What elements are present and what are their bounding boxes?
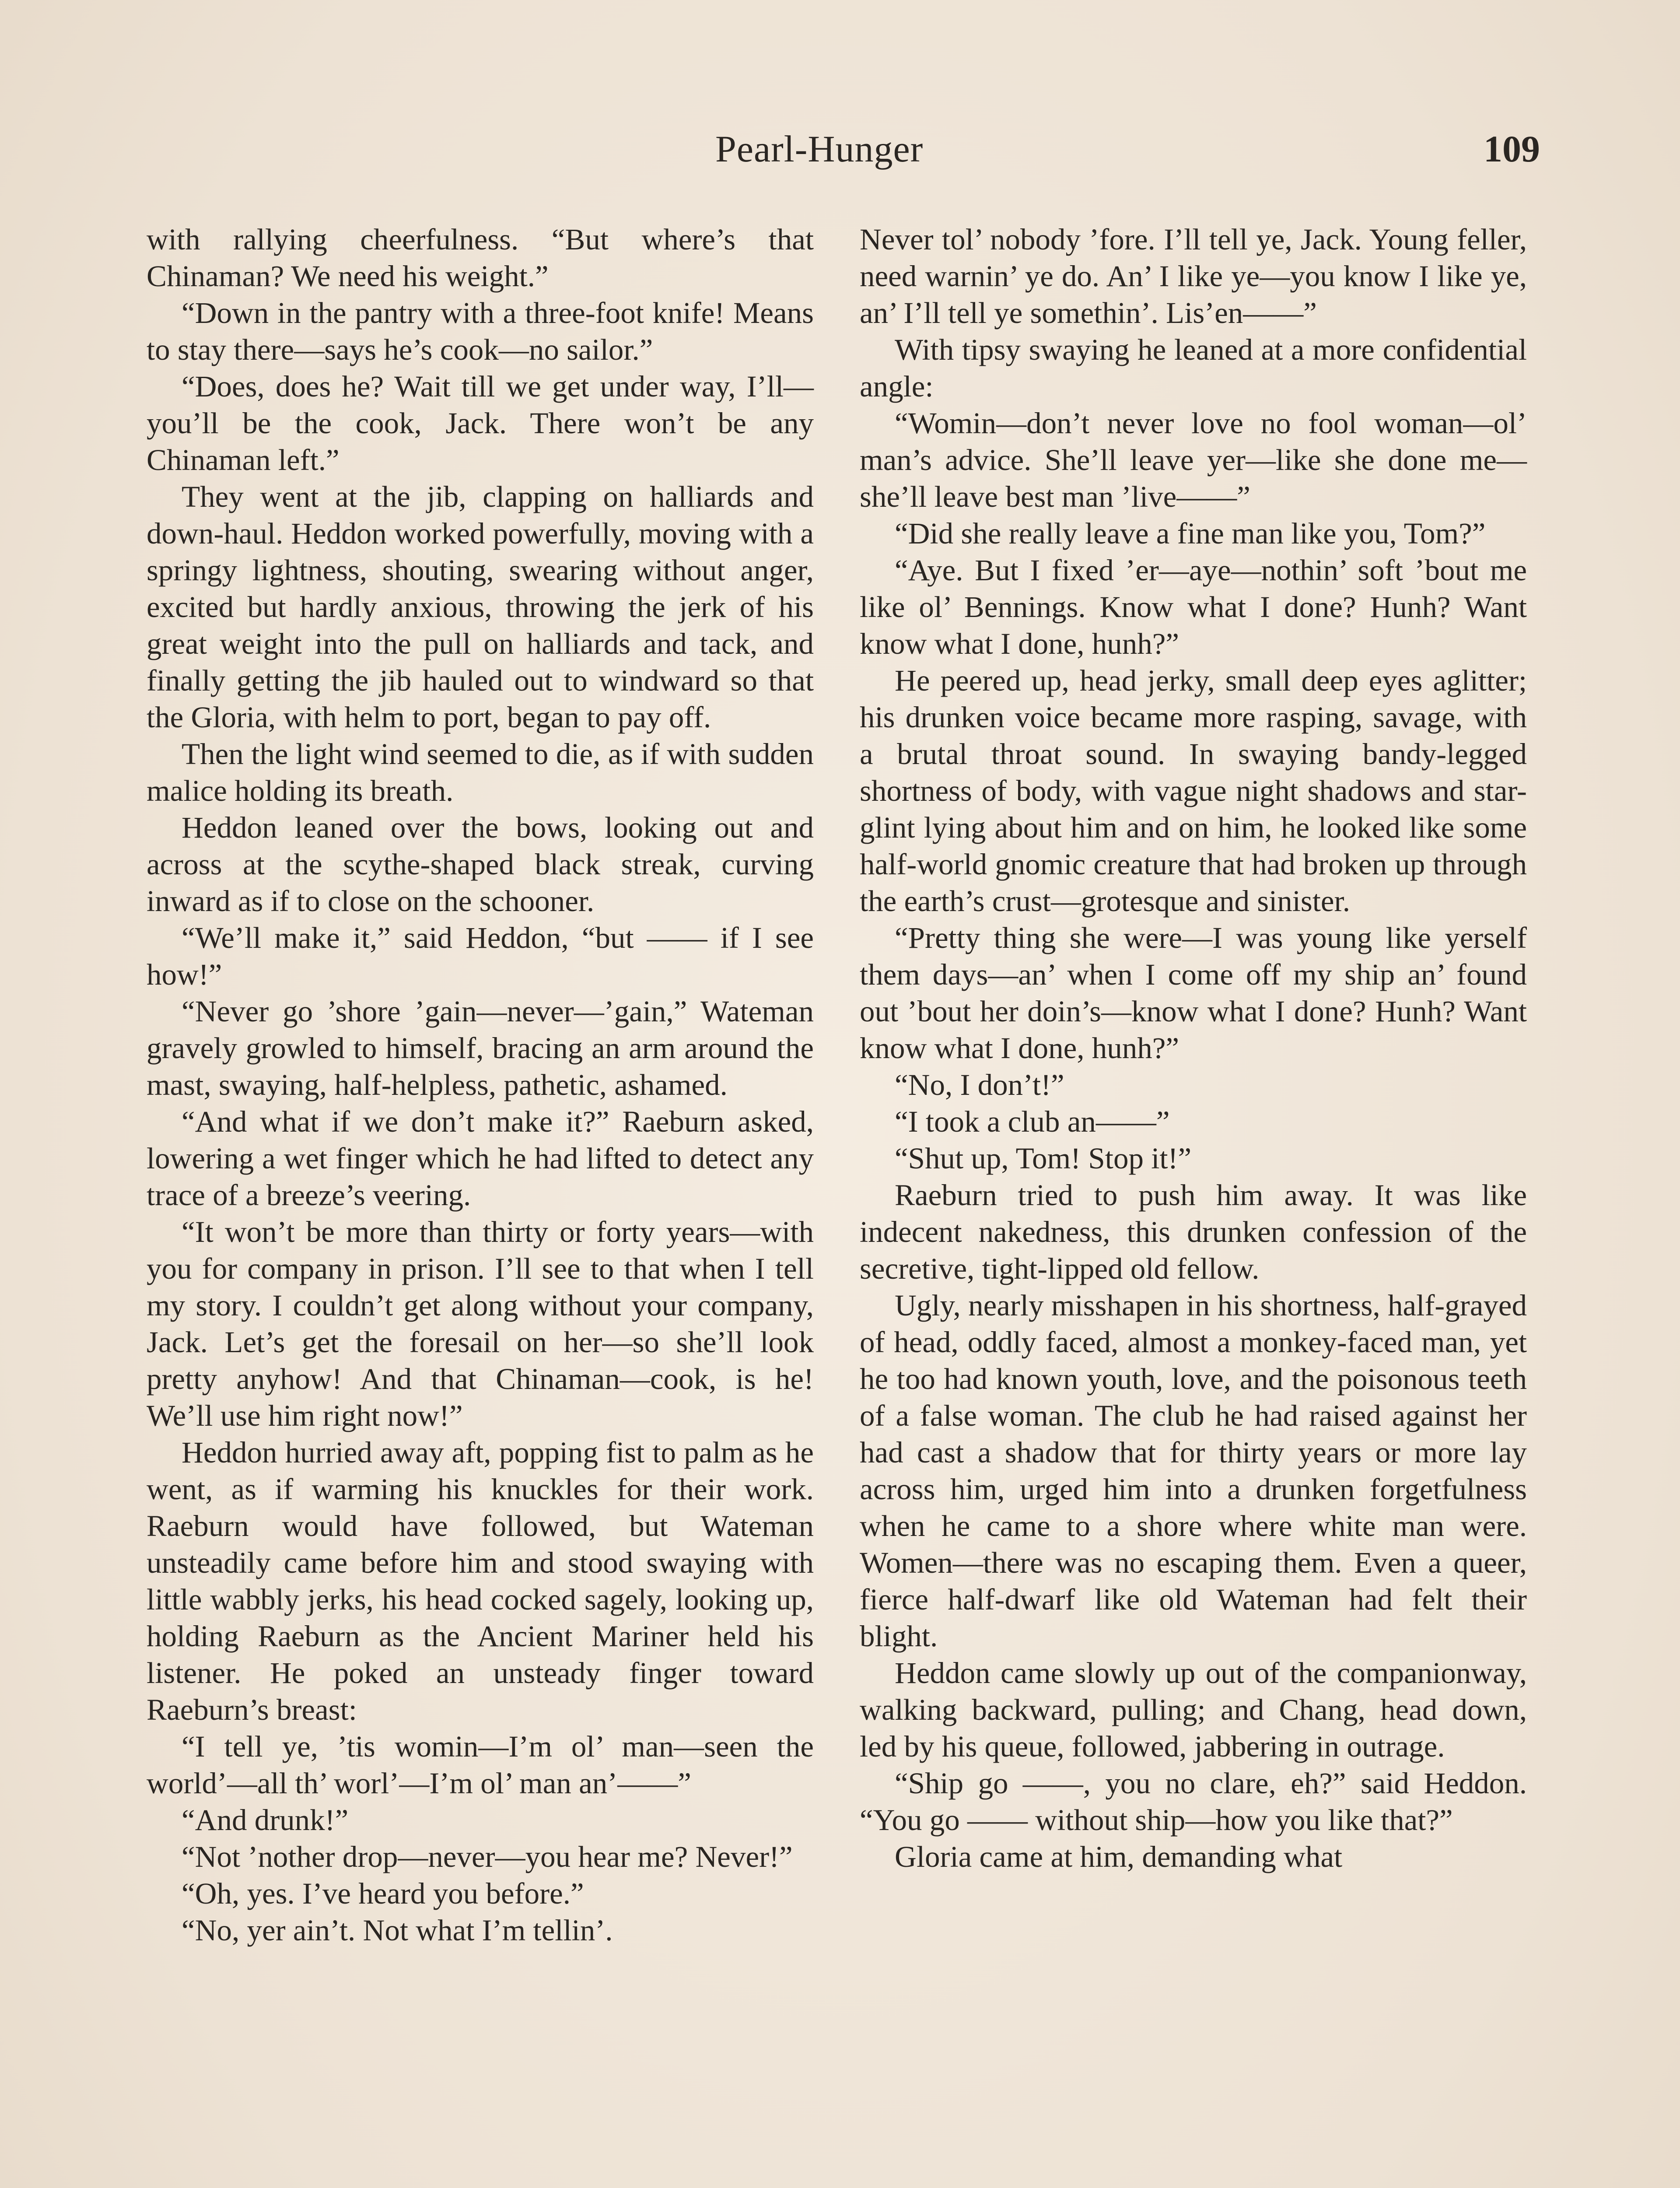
page-number: 109 — [1484, 128, 1540, 170]
paragraph: Then the light wind seemed to die, as if with sudden malice holding its breath. — [147, 737, 814, 807]
paragraph: “And what if we don’t make it?” Raeburn asked, lowering a wet finger which he had lifted to detect any trace of a breeze’s veering. — [147, 1105, 814, 1212]
paragraph: He peered up, head jerky, small deep eyes aglitter; his drunken voice became more rasping, savage, with a brutal throat sound. In swaying bandy-legged shortness of body, with vague night shadows and star-glint lying about him and on him, he looked like some half-world gnomic creature that had broken up through the earth’s crust—grotesque and sinister. — [860, 664, 1527, 918]
paragraph: “Does, does he? Wait till we get under way, I’ll—you’ll be the cook, Jack. There won’t be any Chinaman left.” — [147, 370, 814, 477]
page-header — [0, 127, 1680, 193]
paragraph: Heddon came slowly up out of the companionway, walking backward, pulling; and Chang, head down, led by his queue, followed, jabbering in outrage. — [860, 1656, 1527, 1763]
paragraph: Heddon hurried away aft, popping fist to palm as he went, as if warming his knuckles for their work. Raeburn would have followed, but Wateman unsteadily came before him and stood swaying with little wabbly jerks, his head cocked sagely, looking up, holding Raeburn as the Ancient Mariner held his listener. He poked an unsteady finger toward Raeburn’s breast: — [147, 1436, 814, 1726]
paragraph: They went at the jib, clapping on halliards and down-haul. Heddon worked powerfully, moving with a springy lightness, shouting, swearing without anger, excited but hardly anxious, throwing the jerk of his great weight into the pull on halliards and tack, and finally getting the jib hauled out to windward so that the Gloria, with helm to port, began to pay off. — [147, 480, 814, 734]
paragraph: “I took a club an——” — [895, 1105, 1170, 1138]
paragraph: “Pretty thing she were—I was young like yerself them days—an’ when I come off my ship an’ found out ’bout her doin’s—know what I done? Hunh? Want know what I done, hunh?” — [860, 921, 1527, 1065]
right-column — [860, 221, 1527, 1875]
paragraph: Ugly, nearly misshapen in his shortness, half-grayed of head, oddly faced, almost a monkey-faced man, yet he too had known youth, love, and the poisonous teeth of a false woman. The club he had raised against her had cast a shadow that for thirty years or more lay across him, urged him into a drunken forgetfulness when he came to a shore where white man were. Women—there was no escaping them. Even a queer, fierce half-dwarf like old Wateman had felt their blight. — [860, 1289, 1527, 1653]
paragraph: “It won’t be more than thirty or forty years—with you for company in prison. I’ll see to that when I tell my story. I couldn’t get along without your company, Jack. Let’s get the foresail on her—so she’ll look pretty anyhow! And that Chinaman—cook, is he! We’ll use him right now!” — [147, 1215, 814, 1432]
paragraph: “Not ’nother drop—never—you hear me? Never!” — [182, 1840, 793, 1873]
left-column — [147, 221, 814, 1949]
paragraph: “Ship go ——, you no clare, eh?” said Heddon. “You go —— without ship—how you like that?” — [860, 1767, 1527, 1837]
paragraph: “I tell ye, ’tis womin—I’m ol’ man—seen the world’—all th’ worl’—I’m ol’ man an’——” — [147, 1730, 814, 1800]
paragraph: “We’ll make it,” said Heddon, “but —— if I see how!” — [147, 921, 814, 991]
paragraph: Gloria came at him, demanding what — [895, 1840, 1343, 1873]
paragraph: “Womin—don’t never love no fool woman—ol’ man’s advice. She’ll leave yer—like she done me—she’ll leave best man ’live——” — [860, 407, 1527, 513]
paragraph: “Never go ’shore ’gain—never—’gain,” Wateman gravely growled to himself, bracing an arm around the mast, swaying, half-helpless, pathetic, ashamed. — [147, 995, 814, 1101]
paragraph: “Down in the pantry with a three-foot knife! Means to stay there—says he’s cook—no sailor.” — [147, 296, 814, 366]
paragraph: “No, yer ain’t. Not what I’m tellin’. — [182, 1914, 613, 1947]
paragraph: “Did she really leave a fine man like you, Tom?” — [895, 517, 1486, 550]
running-title: Pearl-Hunger — [715, 128, 924, 170]
paragraph: “Aye. But I fixed ’er—aye—nothin’ soft ’bout me like ol’ Bennings. Know what I done? Hunh? Want know what I done, hunh?” — [860, 554, 1527, 660]
paragraph: Heddon leaned over the bows, looking out and across at the scythe-shaped black streak, curving inward as if to close on the schooner. — [147, 811, 814, 918]
paragraph: with rallying cheerfulness. “But where’s that Chinaman? We need his weight.” — [147, 223, 814, 293]
paragraph: Raeburn tried to push him away. It was like indecent nakedness, this drunken confession of the secretive, tight-lipped old fellow. — [860, 1178, 1527, 1285]
paragraph: With tipsy swaying he leaned at a more confidential angle: — [860, 333, 1527, 403]
paragraph: “And drunk!” — [182, 1803, 349, 1837]
paragraph: Never tol’ nobody ’fore. I’ll tell ye, Jack. Young feller, need warnin’ ye do. An’ I like ye—you know I like ye, an’ I’ll tell ye somethin’. Lis’en——” — [860, 223, 1527, 330]
paragraph: “No, I don’t!” — [895, 1068, 1064, 1101]
paragraph: “Shut up, Tom! Stop it!” — [895, 1142, 1192, 1175]
paragraph: “Oh, yes. I’ve heard you before.” — [182, 1877, 584, 1910]
